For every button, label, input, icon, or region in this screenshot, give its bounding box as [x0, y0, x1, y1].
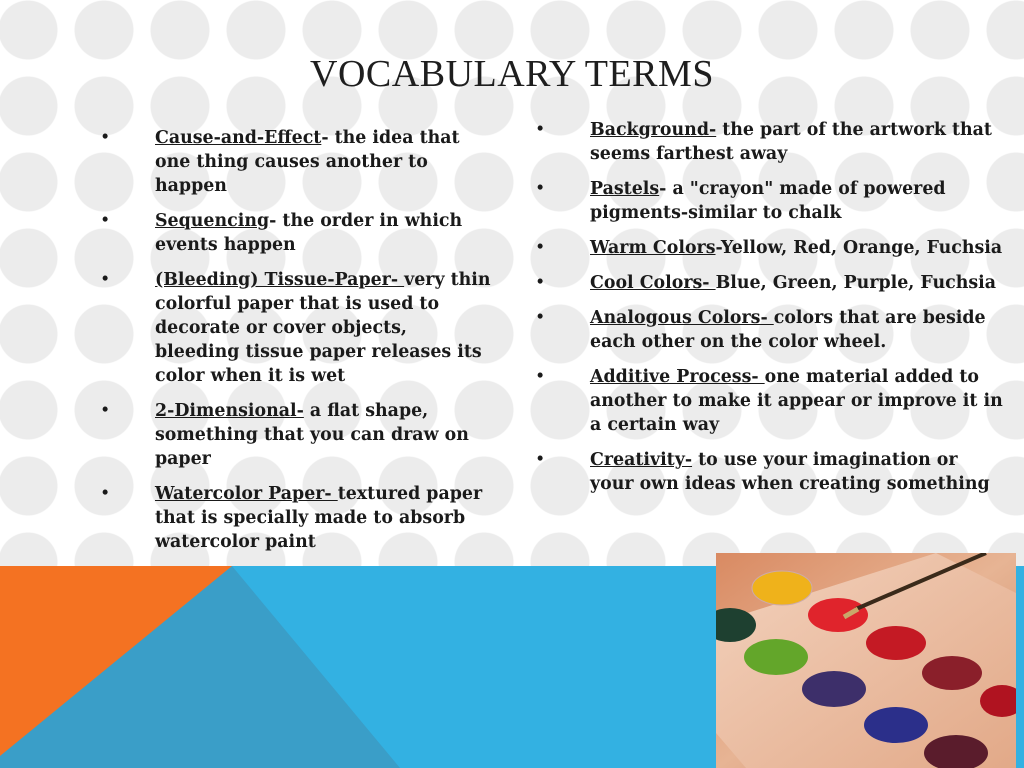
vocab-definition: -Yellow, Red, Orange, Fuchsia — [715, 238, 1003, 258]
vocab-item-analogous-colors — [535, 306, 1005, 354]
vocab-item-tissue-paper — [100, 268, 495, 388]
vocab-definition: - the order in which events happen — [155, 211, 463, 255]
bullet: • — [535, 367, 546, 387]
vocab-definition: to use your imagination or your own ideas when creating something — [590, 450, 990, 494]
vocab-term: 2-Dimensional- — [155, 401, 304, 421]
bullet: • — [535, 273, 546, 293]
vocab-item-sequencing — [100, 209, 495, 257]
vocab-term: Background- — [590, 120, 717, 140]
vocab-definition: very thin colorful paper that is used to decorate or cover objects, bleeding tissue paper releases its color when it is wet — [155, 270, 491, 386]
vocab-term: Cool Colors- — [590, 273, 716, 293]
vocab-definition: a flat shape, something that you can draw on paper — [155, 401, 469, 469]
bullet: • — [100, 270, 111, 290]
vocab-item-warm-colors — [535, 236, 1005, 260]
slide-title: VOCABULARY TERMS — [310, 53, 714, 95]
vocab-item-2-dimensional — [100, 399, 495, 471]
vocab-definition: one material added to another to make it appear or improve it in a certain way — [590, 367, 1003, 435]
vocab-definition: colors that are beside each other on the color wheel. — [590, 308, 986, 352]
right-column — [535, 118, 1005, 507]
vocab-item-cause-and-effect — [100, 126, 495, 198]
vocab-term: Warm Colors — [590, 238, 716, 258]
vocab-definition: the part of the artwork that seems farthest away — [590, 120, 992, 164]
vocab-item-watercolor-paper — [100, 482, 495, 554]
vocab-term: Creativity- — [590, 450, 693, 470]
vocab-term: Cause-and-Effect — [155, 128, 322, 148]
bullet: • — [535, 450, 546, 470]
vocab-term: Sequencing — [155, 211, 270, 231]
vocab-item-creativity — [535, 448, 1005, 496]
vocab-term: Analogous Colors- — [590, 308, 774, 328]
vocab-definition: - a "crayon" made of powered pigments-similar to chalk — [590, 179, 946, 223]
vocab-term: Pastels — [590, 179, 660, 199]
vocab-item-background — [535, 118, 1005, 166]
vocab-item-cool-colors — [535, 271, 1005, 295]
watercolor-paint-palette-photo — [716, 553, 1016, 768]
vocab-item-additive-process — [535, 365, 1005, 437]
vocab-definition: - the idea that one thing causes another to happen — [155, 128, 460, 196]
bullet: • — [535, 308, 546, 328]
vocab-definition: textured paper that is specially made to absorb watercolor paint — [155, 484, 483, 552]
vocab-term: Additive Process- — [590, 367, 765, 387]
vocab-item-pastels — [535, 177, 1005, 225]
vocab-term: Watercolor Paper- — [155, 484, 338, 504]
bullet: • — [100, 211, 111, 231]
vocab-definition: Blue, Green, Purple, Fuchsia — [715, 273, 997, 293]
bullet: • — [535, 238, 546, 258]
bullet: • — [100, 128, 111, 148]
bullet: • — [535, 120, 546, 140]
left-column — [100, 126, 495, 565]
bullet: • — [100, 401, 111, 421]
vocab-term: (Bleeding) Tissue-Paper- — [155, 270, 405, 290]
bullet: • — [535, 179, 546, 199]
bullet: • — [100, 484, 111, 504]
